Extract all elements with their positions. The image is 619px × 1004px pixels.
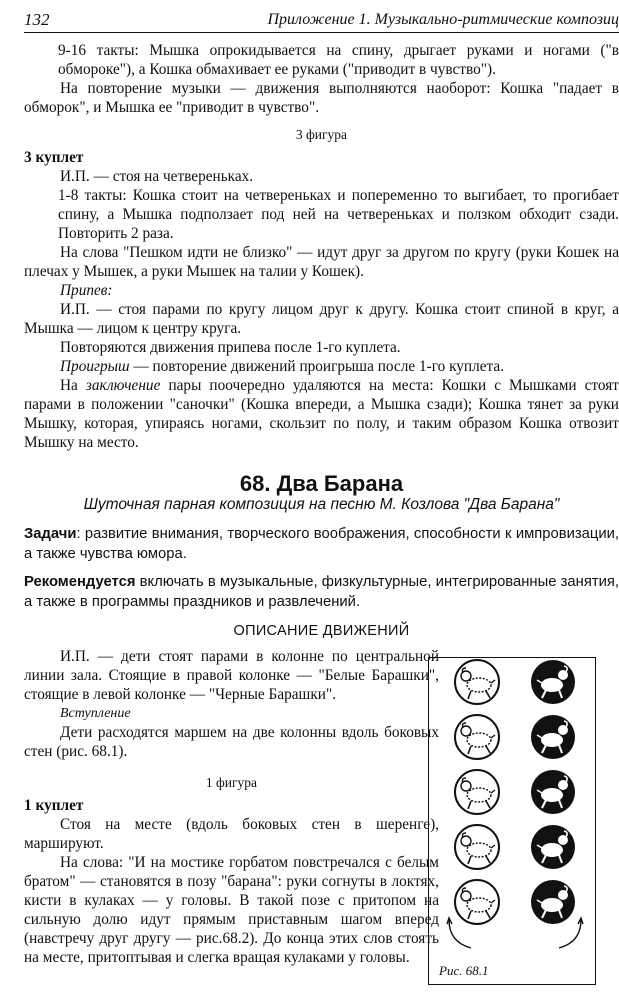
black-rams-column xyxy=(531,660,575,924)
paragraph-repeat-music: На повторение музыки — движения выполняются наоборот: Кошка "падает в обморок", и Мышка ее "приводит в чувство". xyxy=(24,80,619,116)
start-position-paragraph: И.П. — дети стоят парами в колонне по центральной линии зала. Стоящие в правой колонке — "Белые Барашки", стоящие в левой колонке — "Черные Барашки". xyxy=(24,648,439,703)
intro-label: Вступление xyxy=(60,706,131,721)
description-text-column xyxy=(24,647,439,967)
chorus-paragraph: И.П. — стоя парами по кругу лицом друг к другу. Кошка стоит спиной в круг, а Мышка — лицом к центру круга. xyxy=(24,301,619,337)
interlude-label: Проигрыш xyxy=(60,358,130,375)
ip-paragraph: И.П. — стоя на четвереньках. xyxy=(60,168,254,185)
black-ram-icon xyxy=(531,770,575,814)
page-header xyxy=(24,6,619,33)
verse-1-heading: 1 куплет xyxy=(24,797,84,814)
description-heading: ОПИСАНИЕ ДВИЖЕНИЙ xyxy=(233,623,410,639)
curved-arrow-icon xyxy=(559,920,581,948)
black-ram-icon xyxy=(531,660,575,704)
section-subtitle: Шуточная парная композиция на песню М. Козлова "Два Барана" xyxy=(83,496,560,513)
white-ram-icon xyxy=(455,770,499,814)
section-title: 68. Два Барана xyxy=(239,471,404,496)
interlude-paragraph xyxy=(24,357,619,376)
figure-1-heading: 1 фигура xyxy=(205,775,258,790)
figure-68-1-drawing xyxy=(429,658,595,958)
running-title: Приложение 1. Музыкально-ритмические композиц xyxy=(267,11,619,28)
paragraph-bars-9-16: 9-16 такты: Мышка опрокидывается на спину, дрыгает руками и ногами ("в обмороке"), а Кошка обмахивает ее руками ("приводит в чувство"). xyxy=(58,42,619,78)
walk-paragraph: На слова "Пешком идти не близко" — идут друг за другом по кругу (руки Кошек на плечах у Мышек, а руки Мышек на талии у Кошек). xyxy=(24,244,619,280)
recommend-text: включать в музыкальные, физкультурные, интегрированные занятия, а также в программы праздников и развлечений. xyxy=(24,574,619,610)
ending-paragraph xyxy=(24,376,619,452)
ending-text: пары поочередно удаляются на места: Кошки с Мышками стоят парами в положении "саночки" (Кошка впереди, а Мышка сзади); Кошка тянет за руки Мышку, которая, упираясь ногами, скользит по полу, и таким образом Кошка отвозит Мышку на место. xyxy=(24,377,619,451)
verse-3-heading: 3 куплет xyxy=(24,149,84,166)
curved-arrow-icon xyxy=(449,920,471,948)
white-rams-column xyxy=(455,660,499,924)
recommend-paragraph xyxy=(24,572,619,612)
figure-68-1 xyxy=(428,657,596,985)
figure-caption: Рис. 68.1 xyxy=(439,963,489,978)
ending-pre: На xyxy=(60,377,86,394)
white-ram-icon xyxy=(455,660,499,704)
chorus-label: Припев: xyxy=(60,282,113,299)
tasks-paragraph xyxy=(24,524,619,564)
description-block xyxy=(24,647,619,978)
figure-3-heading: 3 фигура xyxy=(295,127,348,142)
march-paragraph: Стоя на месте (вдоль боковых стен в шеренге), маршируют. xyxy=(24,816,439,852)
tasks-label: Задачи xyxy=(24,526,77,542)
intro-paragraph: Дети расходятся маршем на две колонны вдоль боковых стен (рис. 68.1). xyxy=(24,724,439,760)
black-ram-icon xyxy=(531,880,575,924)
words-paragraph: На слова: "И на мостике горбатом повстречался с белым братом" — становятся в позу "барана": руки согнуты в локтях, кисти в кулаках — у головы. В такой позе с притопом на сильную долю идут прямым приставным шагом вперед (навстречу друг другу — рис.68.2). До конца этих слов стоять на месте, притоптывая и слегка вращая кулаками у головы. xyxy=(24,854,439,966)
tasks-text: : развитие внимания, творческого воображения, способности к импровизации, а также чувства юмора. xyxy=(24,526,619,562)
white-ram-icon xyxy=(455,880,499,924)
white-ram-icon xyxy=(455,825,499,869)
interlude-text: — повторение движений проигрыша после 1-го куплета. xyxy=(129,358,505,375)
book-page xyxy=(24,6,619,1004)
black-ram-icon xyxy=(531,715,575,759)
white-ram-icon xyxy=(455,715,499,759)
recommend-label: Рекомендуется xyxy=(24,574,136,590)
black-ram-icon xyxy=(531,825,575,869)
page-number: 132 xyxy=(24,10,50,29)
ending-label: заключение xyxy=(85,377,161,394)
bars-1-8-paragraph: 1-8 такты: Кошка стоит на четвереньках и попеременно то выгибает, то прогибает спину, а Мышка подползает под ней на четвереньках и ползком обходит сзади. Повторить 2 раза. xyxy=(58,187,619,242)
repeat-paragraph: Повторяются движения припева после 1-го куплета. xyxy=(60,339,401,356)
